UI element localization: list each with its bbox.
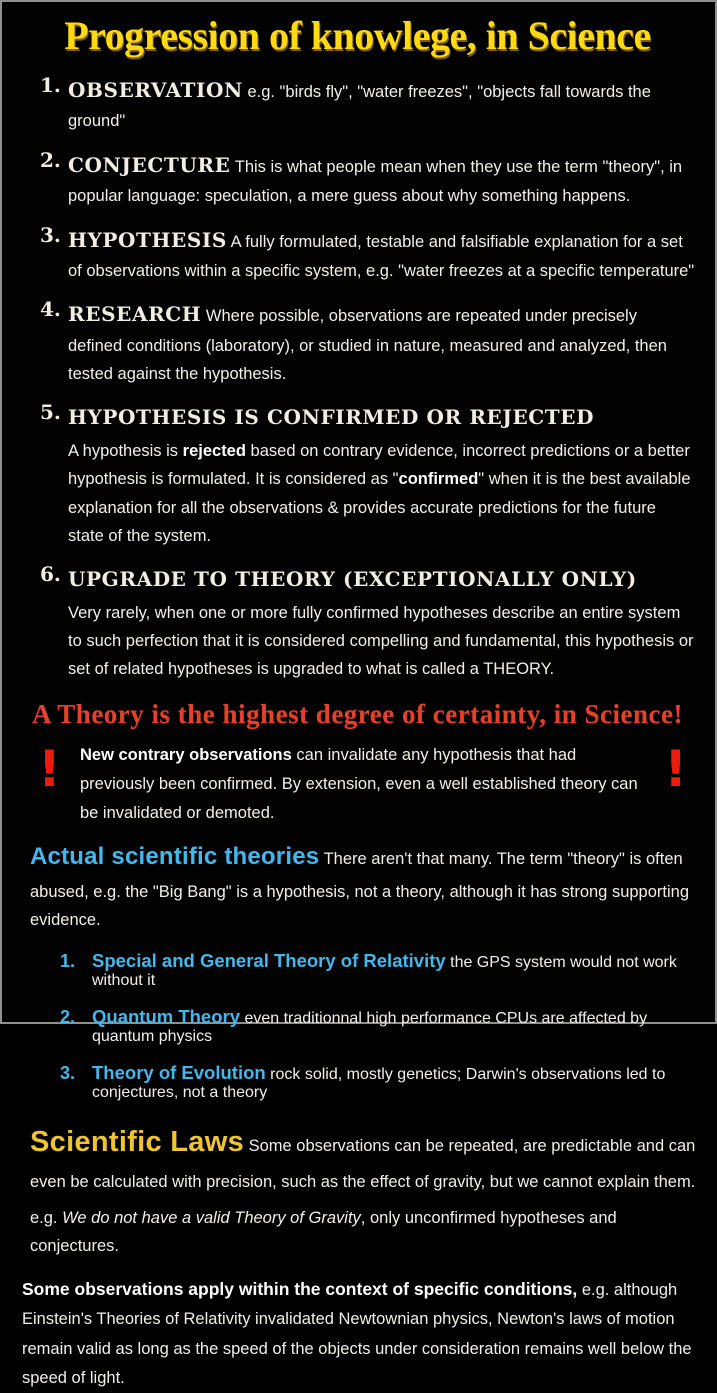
step-heading: HYPOTHESIS IS CONFIRMED OR REJECTED [68,405,595,430]
step-text: e.g. "birds fly", "water freezes", "objects fall towards the ground" [68,83,651,131]
theories-list [60,950,697,1102]
laws-example [30,1204,697,1260]
step-number: 4. [40,297,61,322]
theory-certainty-banner: A Theory is the highest degree of certainty, in Science! [32,698,683,729]
warning-body-text: can invalidate any hypothesis that had previously been confirmed. By extension, even a well established theory can be invalidated or demoted. [80,745,638,822]
step-text: A fully formulated, testable and falsifiable explanation for a set of observations within a specific system, e.g. "water freezes at a specific temperature" [68,232,695,280]
conditions-body-text: e.g. although Einstein's Theories of Relativity invalidated Newtownian physics, Newton's laws of motion remain valid as long as the speed of the objects under consideration remains well below the speed of light. [22,1280,692,1387]
step-text: This is what people mean when they use the term "theory", in popular language: speculation, a mere guess about why something happens. [68,157,683,206]
rejected-bold-text: rejected [182,441,246,460]
step-body-text: " when it is the best available explanation for all the observations & provides accurate predictions for the future state of the system. [68,470,691,545]
conditions-paragraph [22,1274,695,1393]
step-number: 3. [40,222,61,247]
laws-body-text: Some observations can be repeated, are predictable and can even be calculated with precision, such as the effect of gravity, but we cannot explain them. [30,1137,696,1191]
laws-example-italic: We do not have a valid Theory of Gravity [62,1208,361,1227]
laws-paragraph [30,1118,697,1195]
theory-number: 1. [60,951,76,972]
theory-number: 2. [60,1007,76,1028]
step-number: 1. [40,73,61,97]
theory-note: even traditionnal high performance CPUs are affected by quantum physics [92,1010,648,1046]
step-heading: HYPOTHESIS [68,227,227,252]
step-number: 2. [40,147,61,172]
actual-theories-section [30,837,697,1102]
scientific-laws-section [30,1118,697,1259]
theory-item-evolution [60,1062,697,1102]
warning-bold-lead: New contrary observations [80,745,292,764]
page-title: Progression of knowlege, in Science [64,13,651,58]
step-body-text: Very rarely, when one or more fully confirmed hypotheses describe an entire system to such perfection that it is considered compelling and fundamental, this hypothesis or set of related hypotheses is upgraded to what is called a THEORY. [68,603,694,679]
laws-heading: Scientific Laws [30,1126,245,1159]
step-number: 6. [40,562,61,587]
conditions-bold-lead: Some observations apply within the context of specific conditions, [22,1278,578,1299]
warning-text [80,741,641,828]
step-heading: RESEARCH [68,302,202,327]
knowledge-steps-list [40,73,695,684]
theory-name: Special and General Theory of Relativity [92,950,446,972]
theory-note: rock solid, mostly genetics; Darwin's observations led to conjectures, not a theory [92,1066,666,1102]
laws-example-prefix: e.g. [30,1208,63,1227]
theory-number: 3. [60,1063,76,1084]
step-body [68,437,695,551]
step-number: 5. [40,400,61,425]
confirmed-bold-text: confirmed [398,470,479,489]
laws-example-suffix: , only unconfirmed hypotheses and conjectures. [30,1208,617,1255]
theories-heading: Actual scientific theories [30,843,320,871]
theory-name: Quantum Theory [92,1006,241,1028]
step-upgrade-to-theory [40,562,695,684]
step-text: Where possible, observations are repeated under precisely defined conditions (laboratory), or studied in nature, measured and analyzed, then tested against the hypothesis. [68,307,667,384]
science-progression-poster [2,2,715,1393]
step-heading: CONJECTURE [68,152,231,177]
exclamation-icon: ! [38,739,61,798]
step-body-text: A hypothesis is [68,441,183,460]
theory-item-relativity [60,950,697,990]
theories-intro-text: There aren't that many. The term "theory" is often abused, e.g. the "Big Bang" is a hypothesis, not a theory, although it has strong supporting evidence. [30,850,690,930]
warning-block [16,739,699,828]
step-body-text: based on contrary evidence, incorrect predictions or a better hypothesis is formulated. It is considered as " [68,441,690,489]
exclamation-icon: ! [664,739,687,798]
step-observation [40,73,695,136]
step-conjecture [40,148,695,211]
theory-item-quantum [60,1006,697,1046]
theory-note: the GPS system would not work without it [92,954,677,990]
step-research [40,297,695,388]
theories-paragraph [30,837,697,934]
step-heading: OBSERVATION [68,78,243,102]
specific-conditions-section [22,1274,695,1393]
step-confirmed-or-rejected [40,400,695,550]
theory-name: Theory of Evolution [92,1062,266,1084]
step-hypothesis [40,223,695,286]
step-heading: UPGRADE TO THEORY (EXCEPTIONALLY ONLY) [68,567,637,592]
